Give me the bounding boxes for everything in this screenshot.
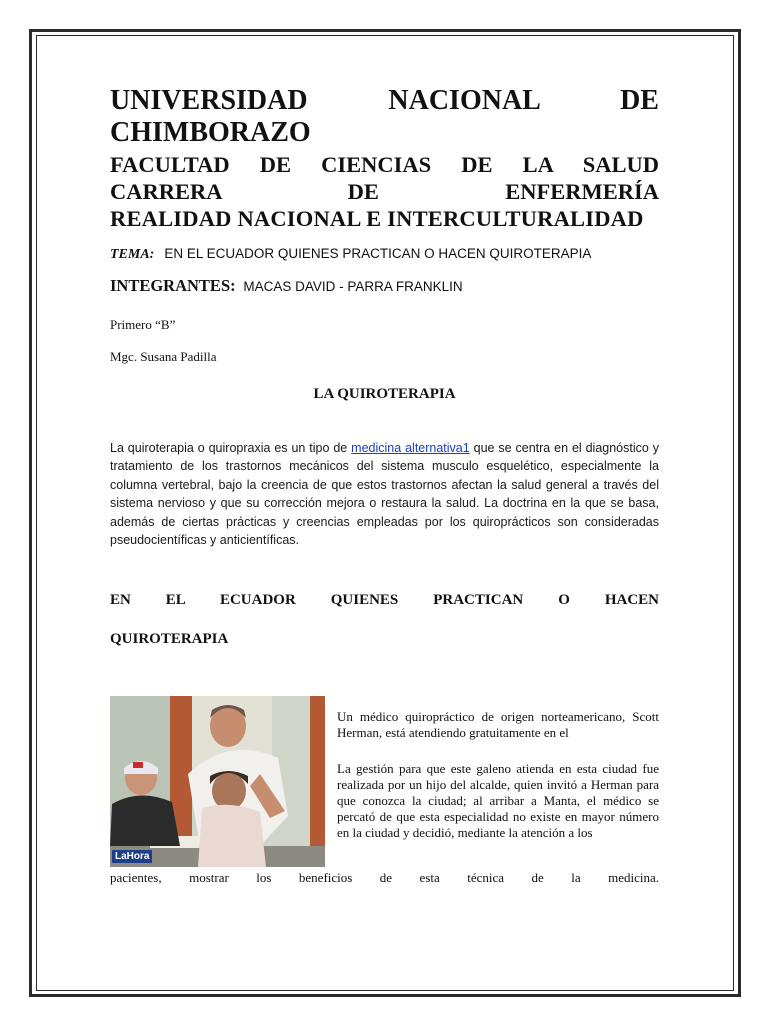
tema-value: EN EL ECUADOR QUIENES PRACTICAN O HACEN QUIROTERAPIA [164,246,592,261]
intro-paragraph [110,439,659,549]
faculty-line: FACULTAD DE CIENCIAS DE LA SALUD [110,152,659,177]
tail-line: pacientes, mostrar los beneficios de esta técnica de la medicina. [110,870,659,885]
tema-line [110,245,659,264]
integrantes-value: MACAS DAVID - PARRA FRANKLIN [243,279,463,294]
medicina-alternativa-link[interactable]: medicina alternativa1 [351,441,470,455]
intro-text-end: que se centra en el diagnóstico y tratamiento de los trastornos mecánicos del sistema musculo esquelético, especialmente la columna vertebral, bajo la creencia de que estos trastornos afectan la salud general a través del sistema nervioso y que su corrección mejora o restaura la salud. La doctrina en la que se basa, además de ciertas prácticas y creencias empleadas por los quiroprácticos son consideradas pseudocientíficas y anticientíficas. [110,441,659,548]
intro-text-start: La quiroterapia o quiropraxia es un tipo de [110,441,352,455]
faculty-block [110,151,659,232]
course-line: Primero “B” [110,317,176,332]
side-paragraph-1: Un médico quiropráctico de origen norteamericano, Scott Herman, está atendiendo gratuitamente en el [337,709,659,740]
university-title: UNIVERSIDAD NACIONAL DE CHIMBORAZO [110,85,659,148]
teacher-line: Mgc. Susana Padilla [110,349,217,364]
document-page [110,85,659,885]
career-line: CARRERA DE ENFERMERÍA [110,179,659,204]
side-paragraph-2: La gestión para que este galeno atienda en esta ciudad fue realizada por un hijo del alcalde, quien invitó a Herman para que conozca la ciudad; al arribar a Manta, el médico se percató de que esta especialidad no existe en mayor número en la ciudad y decidió, mediante la atención a los [337,761,659,840]
section-heading-ecuador-cont: QUIROTERAPIA [110,631,229,648]
side-text [337,709,659,841]
section-heading-ecuador: EN EL ECUADOR QUIENES PRACTICAN O HACEN [110,592,659,609]
newspaper-logo: LaHora [112,850,152,863]
integrantes-line [110,276,659,297]
tema-label: TEMA: [110,247,155,262]
chiropractor-photo [110,696,325,867]
integrantes-label: INTEGRANTES: [110,276,236,295]
subject-line: REALIDAD NACIONAL E INTERCULTURALIDAD [110,206,644,231]
section-title-quiroterapia: LA QUIROTERAPIA [313,386,456,402]
